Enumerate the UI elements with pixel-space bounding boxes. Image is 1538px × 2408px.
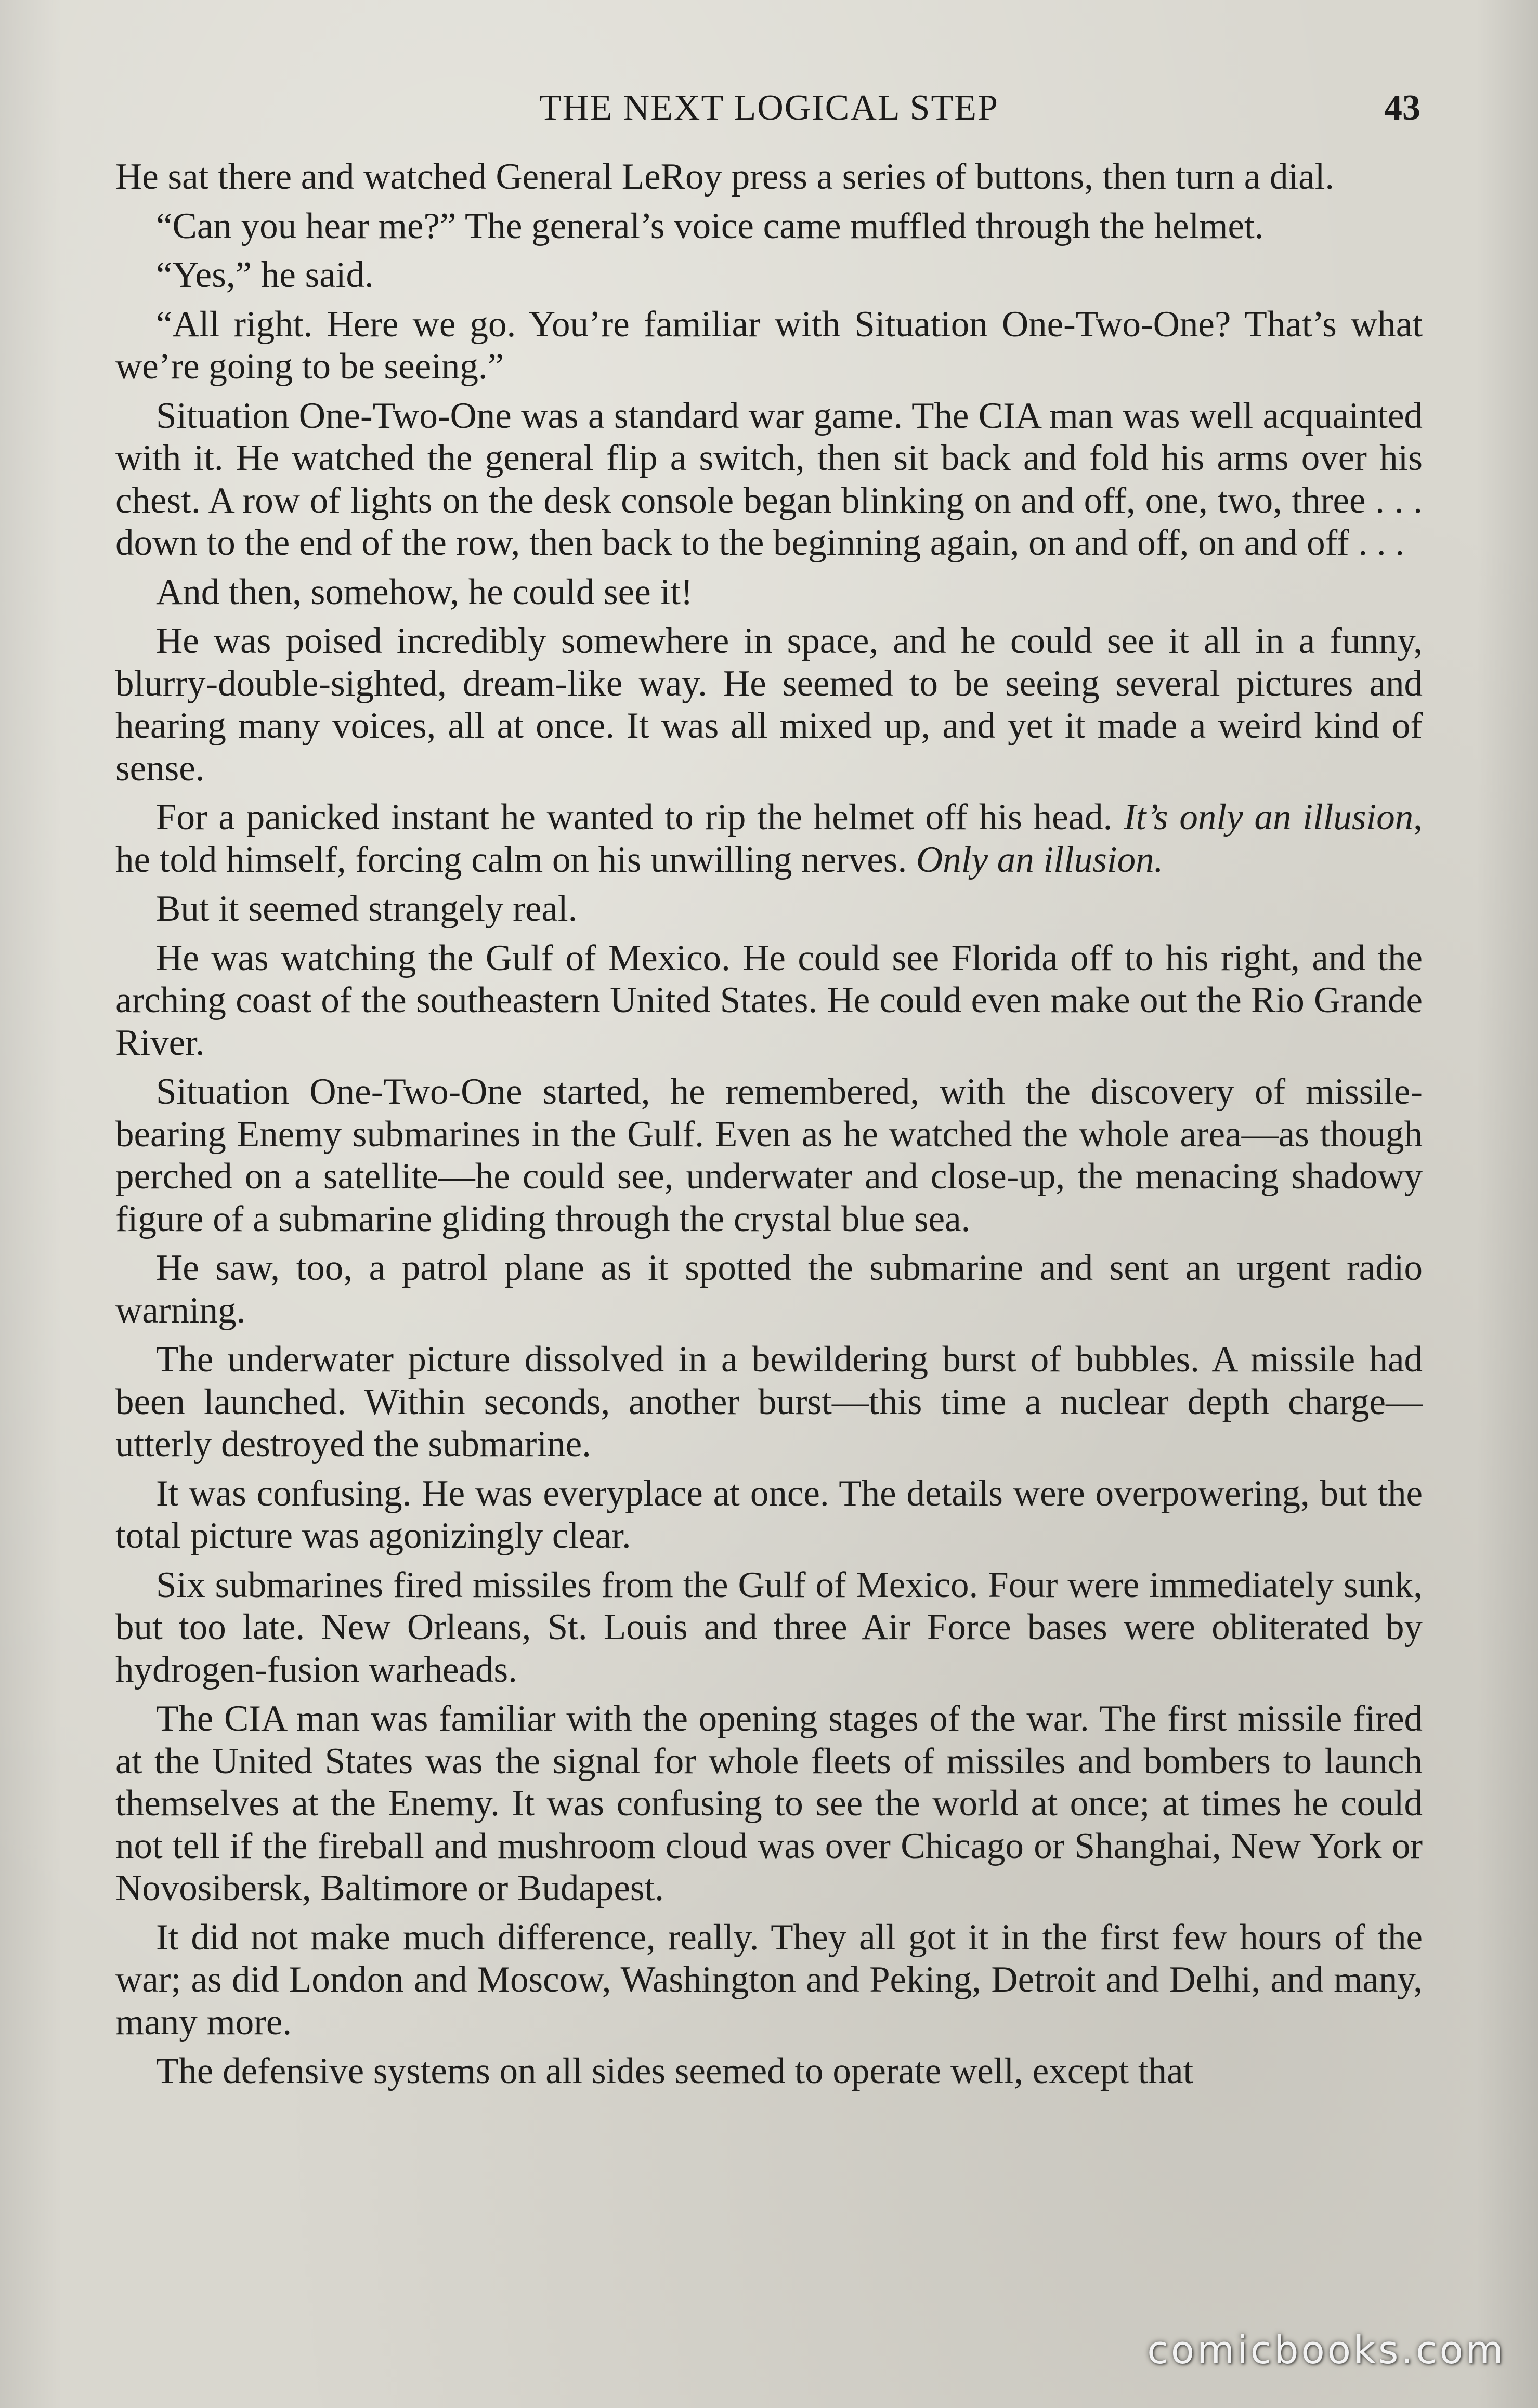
paragraph-text: “Yes,” he said. xyxy=(156,255,374,295)
body-text xyxy=(115,156,1423,2100)
paragraph-text: It did not make much difference, really. They all got it in the first few hours of the war; as did London and Moscow, Washington and Peking, Detroit and Delhi, and many, many more. xyxy=(115,1917,1423,2043)
paragraph xyxy=(115,304,1423,388)
paragraph-text: , he told himself, forcing calm on his unwilling nerves. xyxy=(115,797,1423,880)
paragraph xyxy=(115,1473,1423,1558)
paragraph-text: He saw, too, a patrol plane as it spotted the submarine and sent an urgent radio warning. xyxy=(115,1248,1423,1331)
italic-text: Only an illusion. xyxy=(916,839,1164,880)
paragraph xyxy=(115,1071,1423,1240)
paragraph xyxy=(115,796,1423,881)
paragraph-text: But it seemed strangely real. xyxy=(156,888,578,929)
paragraph-text: Situation One-Two-One started, he remembered, with the discovery of missile-bearing Enemy submarines in the Gulf. Even as he watched the whole area—as though perched on a satellite—he could see, underwater and close-up, the menacing shadowy figure of a submarine gliding through the crystal blue sea. xyxy=(115,1071,1423,1239)
paragraph-text: The CIA man was familiar with the opening stages of the war. The first missile fired at the United States was the signal for whole fleets of missiles and bombers to launch themselves at the Enemy. It was confusing to see the world at once; at times he could not tell if the fireball and mushroom cloud was over Chicago or Shanghai, New York or Novosibersk, Baltimore or Budapest. xyxy=(115,1698,1423,1908)
paragraph xyxy=(115,156,1423,199)
paragraph-text: Situation One-Two-One was a standard war game. The CIA man was well acquainted with it. He watched the general flip a switch, then sit back and fold his arms over his chest. A row of lights on the desk console began blinking on and off, one, two, three . . . down to the end of the row, then back to the beginning again, on and off, on and off . . . xyxy=(115,395,1423,563)
paragraph xyxy=(115,937,1423,1065)
paragraph-text: The underwater picture dissolved in a bewildering burst of bubbles. A missile had been launched. Within seconds, another burst—this time a nuclear depth charge—utterly destroyed the submarine. xyxy=(115,1339,1423,1464)
running-title: THE NEXT LOGICAL STEP xyxy=(539,88,999,128)
paragraph-text: For a panicked instant he wanted to rip the helmet off his head. xyxy=(156,797,1124,837)
paragraph xyxy=(115,1564,1423,1692)
paragraph-text: “All right. Here we go. You’re familiar with Situation One-Two-One? That’s what we’re going to be seeing.” xyxy=(115,304,1423,387)
paragraph xyxy=(115,1339,1423,1466)
paragraph-text: He was poised incredibly somewhere in space, and he could see it all in a funny, blurry-double-sighted, dream-like way. He seemed to be seeing several pictures and hearing many voices, all at once. It was all mixed up, and yet it made a weird kind of sense. xyxy=(115,621,1423,789)
paragraph-text: He sat there and watched General LeRoy press a series of buttons, then turn a dial. xyxy=(115,156,1335,197)
paragraph-text: It was confusing. He was everyplace at once. The details were overpowering, but the total picture was agonizingly clear. xyxy=(115,1473,1423,1556)
page-header xyxy=(118,87,1420,145)
watermark-text: comicbooks.com xyxy=(1147,2328,1506,2373)
paragraph xyxy=(115,205,1423,248)
paragraph xyxy=(115,2050,1423,2093)
paragraph xyxy=(115,571,1423,614)
paragraph xyxy=(115,1247,1423,1332)
paragraph xyxy=(115,395,1423,565)
italic-text: It’s only an illusion xyxy=(1124,797,1414,837)
paragraph-text: And then, somehow, he could see it! xyxy=(156,571,693,612)
paragraph xyxy=(115,1698,1423,1910)
paragraph-text: He was watching the Gulf of Mexico. He could see Florida off to his right, and the arching coast of the southeastern United States. He could even make out the Rio Grande River. xyxy=(115,937,1423,1063)
paragraph-text: The defensive systems on all sides seemed to operate well, except that xyxy=(156,2051,1194,2091)
paragraph-text: “Can you hear me?” The general’s voice came muffled through the helmet. xyxy=(156,205,1264,246)
paragraph xyxy=(115,888,1423,931)
paragraph-text: Six submarines fired missiles from the Gulf of Mexico. Four were immediately sunk, but too late. New Orleans, St. Louis and three Air Force bases were obliterated by hydrogen-fusion warheads. xyxy=(115,1564,1423,1690)
paragraph xyxy=(115,254,1423,297)
paragraph xyxy=(115,1917,1423,2044)
page-number: 43 xyxy=(1384,88,1420,128)
paragraph xyxy=(115,620,1423,790)
